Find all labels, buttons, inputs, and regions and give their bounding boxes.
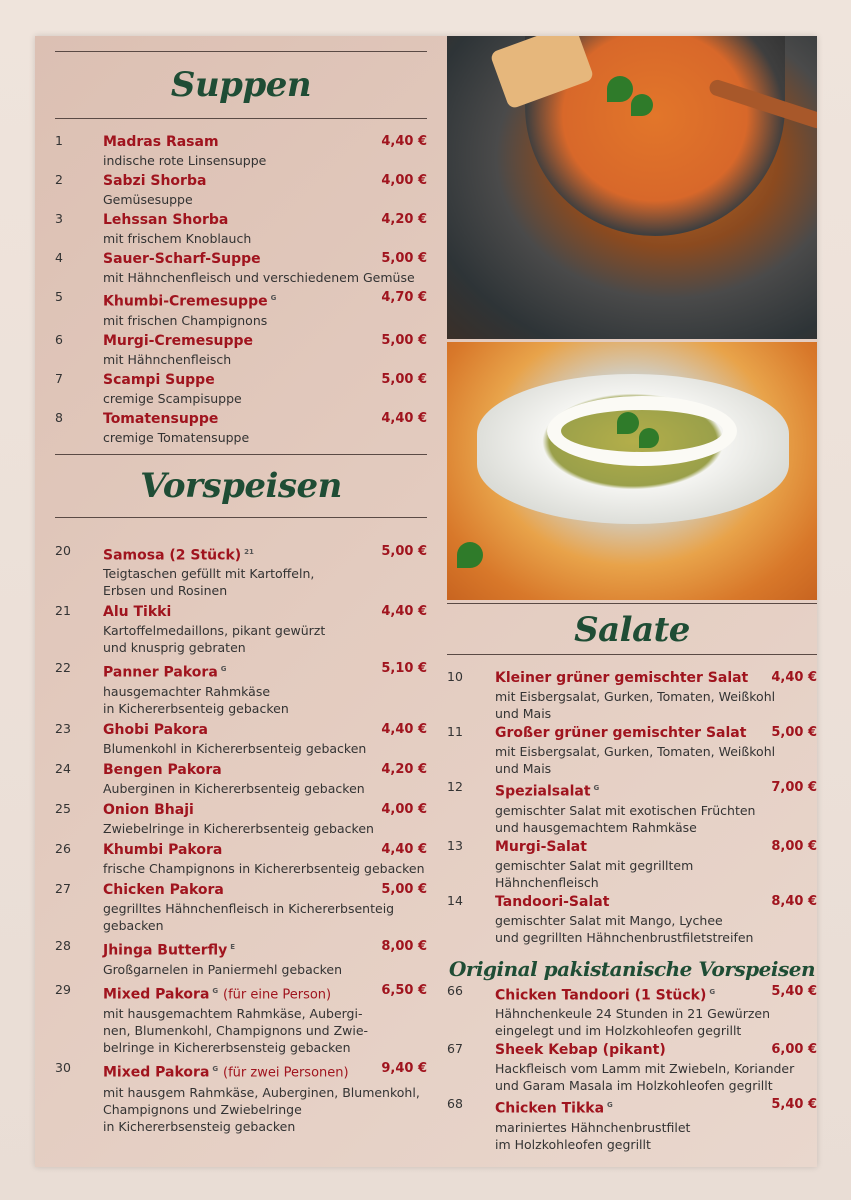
item-price: 8,40 € [771, 893, 817, 909]
item-price: 5,00 € [381, 251, 427, 266]
allergen-note: G [212, 1065, 219, 1074]
section-title-pakistani: Original pakistanische Vorspeisen [448, 956, 815, 981]
item-price: 4,40 € [381, 841, 427, 857]
item-description: cremige Tomatensuppe [103, 429, 250, 445]
menu-item [55, 981, 427, 1057]
menu-item [447, 982, 817, 1040]
item-price: 6,00 € [771, 1042, 817, 1058]
item-description: Auberginen in Kichererbsenteig gebacken [103, 780, 365, 796]
photo-curry [447, 342, 817, 600]
item-description: mit Eisbergsalat, Gurken, Tomaten, Weißkohl und Mais [495, 744, 776, 776]
item-number: 26 [55, 840, 71, 856]
item-name-line [103, 937, 427, 961]
item-price: 5,00 € [771, 725, 817, 740]
menu-item [55, 880, 427, 934]
menu-item [55, 720, 427, 757]
left-column [55, 36, 427, 1138]
item-name-line [103, 288, 427, 312]
item-name: Chicken Tandoori (1 Stück) [495, 987, 707, 1004]
suppen-list [55, 132, 427, 446]
item-name: Jhinga Butterfly [103, 942, 228, 959]
item-price: 8,00 € [771, 838, 817, 854]
item-name: Panner Pakora [103, 664, 218, 681]
item-number: 3 [55, 211, 63, 226]
menu-item [55, 542, 427, 600]
item-name: Madras Rasam [103, 134, 219, 150]
item-name: Kleiner grüner gemischter Salat [495, 670, 749, 686]
item-number: 5 [55, 289, 63, 304]
item-name-line [103, 1059, 427, 1084]
item-number: 23 [55, 720, 71, 736]
item-number: 28 [55, 937, 71, 953]
menu-item [55, 409, 427, 446]
item-price: 8,00 € [381, 938, 427, 954]
item-price: 4,00 € [381, 173, 427, 188]
item-name-line [103, 760, 427, 780]
item-number: 67 [447, 1041, 463, 1057]
item-number: 7 [55, 370, 63, 386]
coriander-leaf [607, 76, 633, 102]
item-name-line [103, 132, 427, 152]
item-description: gemischter Salat mit exotischen Früchten und hausgemachtem Rahmkäse [495, 802, 756, 835]
item-price: 4,20 € [381, 212, 427, 227]
item-price: 4,20 € [381, 761, 427, 777]
item-name: Khumbi-Cremesuppe [103, 293, 268, 310]
item-number: 4 [55, 250, 63, 265]
item-price: 7,00 € [771, 780, 817, 795]
parsley-leaf [639, 428, 659, 448]
item-name: Scampi Suppe [103, 371, 215, 388]
item-description: Gemüsesuppe [103, 192, 193, 207]
item-name: Murgi-Cremesuppe [103, 332, 254, 349]
item-number: 21 [55, 603, 71, 619]
item-price: 5,40 € [771, 1097, 817, 1113]
item-number: 14 [447, 892, 463, 908]
menu-item [55, 288, 427, 329]
item-name: Tandoori-Salat [495, 893, 610, 910]
allergen-note: E [230, 942, 236, 951]
item-name-line [495, 837, 817, 857]
menu-item [55, 602, 427, 656]
item-description: mit hausgemachtem Rahmkäse, Aubergi- nen, Blumenkohl, Champignons und Zwie- belringe in Kichererbsensteig gebacken [103, 1006, 369, 1056]
allergen-note: G [607, 1101, 613, 1110]
item-price: 4,40 € [381, 721, 427, 737]
item-price: 4,40 € [381, 410, 427, 426]
menu-item [55, 331, 427, 368]
item-name: Chicken Pakora [103, 881, 224, 898]
item-description: gemischter Salat mit Mango, Lychee und gegrillten Hähnchenbrustfiletstreifen [495, 912, 754, 945]
item-price: 4,40 € [381, 604, 427, 620]
item-name-line [103, 800, 427, 820]
item-number: 13 [447, 837, 463, 853]
divider [55, 517, 427, 518]
item-price: 5,00 € [381, 543, 427, 559]
item-description: frische Champignons in Kichererbsenteig gebacken [103, 860, 425, 876]
item-name: Bengen Pakora [103, 761, 222, 778]
item-number: 66 [447, 982, 463, 998]
allergen-note: G [220, 665, 227, 674]
section-title-suppen: Suppen [170, 65, 312, 105]
item-description: Hackfleisch vom Lamm mit Zwiebeln, Koriander und Garam Masala im Holzkohleofen gegrillt [495, 1061, 795, 1094]
item-name: Sabzi Shorba [103, 173, 207, 189]
item-name-line [103, 981, 427, 1006]
section-title-salate: Salate [574, 610, 690, 650]
item-name-line [495, 668, 817, 688]
item-name: Lehssan Shorba [103, 212, 229, 228]
item-number: 22 [55, 660, 71, 676]
parsley-leaf [457, 542, 483, 568]
menu-item [55, 659, 427, 717]
item-number: 27 [55, 880, 71, 896]
item-description: mit frischem Knoblauch [103, 231, 252, 246]
menu-item [55, 840, 427, 877]
item-name-line [495, 1095, 817, 1119]
item-description: cremige Scampisuppe [103, 390, 242, 406]
item-number: 12 [447, 779, 463, 794]
item-number: 1 [55, 133, 63, 148]
menu-page [35, 36, 817, 1167]
pakistani-list [447, 982, 817, 1153]
item-portion: (für eine Person) [223, 987, 332, 1003]
item-description: Blumenkohl in Kichererbsenteig gebacken [103, 740, 367, 756]
parsley-leaf [617, 412, 639, 434]
item-price: 5,40 € [771, 983, 817, 999]
item-description: mit Hähnchenfleisch [103, 351, 232, 367]
menu-item [55, 210, 427, 247]
item-name: Khumbi Pakora [103, 841, 223, 858]
item-name-line [103, 840, 427, 860]
menu-item [447, 668, 817, 722]
menu-item [447, 837, 817, 891]
item-name-line [103, 331, 427, 351]
divider [447, 654, 817, 655]
item-name-line [103, 659, 427, 683]
allergen-note: G [212, 986, 219, 995]
item-price: 6,50 € [381, 982, 427, 998]
item-description: Zwiebelringe in Kichererbsenteig gebacken [103, 820, 374, 836]
item-name-line [495, 1040, 817, 1060]
item-name: Murgi-Salat [495, 838, 587, 855]
item-name-line [103, 409, 427, 429]
allergen-note: 21 [244, 547, 254, 556]
item-description: gemischter Salat mit gegrilltem Hähnchenfleisch [495, 857, 694, 890]
allergen-note: G [270, 294, 277, 302]
item-name-line [495, 892, 817, 912]
item-description: indische rote Linsensuppe [103, 153, 267, 168]
item-number: 20 [55, 542, 71, 558]
item-description: Kartoffelmedaillons, pikant gewürzt und knusprig gebraten [103, 623, 326, 656]
item-price: 5,00 € [381, 881, 427, 897]
item-name: Mixed Pakora [103, 986, 210, 1003]
item-name-line [103, 171, 427, 191]
item-description: Teigtaschen gefüllt mit Kartoffeln, Erbsen und Rosinen [103, 566, 315, 599]
item-description: mit hausgem Rahmkäse, Auberginen, Blumenkohl, Champignons und Zwiebelringe in Kichererbsensteig gebacken [103, 1084, 420, 1134]
coriander-leaf [631, 94, 653, 116]
item-number: 10 [447, 669, 463, 684]
item-name: Chicken Tikka [495, 1100, 605, 1117]
menu-item [447, 892, 817, 946]
menu-item [55, 800, 427, 837]
item-price: 5,00 € [381, 332, 427, 348]
item-number: 68 [447, 1096, 463, 1112]
menu-item [447, 1095, 817, 1153]
photo-soup [447, 36, 817, 339]
salate-list [447, 668, 817, 946]
item-name: Onion Bhaji [103, 801, 194, 818]
item-number: 2 [55, 172, 63, 187]
menu-item [55, 132, 427, 169]
item-number: 6 [55, 331, 63, 347]
menu-item [55, 249, 427, 286]
item-description: mit Hähnchenfleisch und verschiedenem Gemüse [103, 270, 415, 285]
item-price: 4,00 € [381, 801, 427, 817]
item-description: mit frischen Champignons [103, 312, 268, 328]
allergen-note: G [709, 987, 716, 996]
item-number: 25 [55, 800, 71, 816]
item-name-line [103, 210, 427, 230]
vorspeisen-list [55, 542, 427, 1135]
item-name: Sauer-Scharf-Suppe [103, 251, 261, 267]
menu-item [55, 760, 427, 797]
menu-item [447, 1040, 817, 1094]
item-number: 11 [447, 724, 463, 739]
item-price: 5,10 € [381, 661, 427, 677]
item-description: mariniertes Hähnchenbrustfilet im Holzkohleofen gegrillt [495, 1119, 691, 1152]
item-name: Ghobi Pakora [103, 721, 209, 738]
item-price: 4,70 € [381, 290, 427, 305]
item-name: Großer grüner gemischter Salat [495, 725, 747, 741]
item-name-line [103, 880, 427, 900]
menu-item [55, 937, 427, 978]
item-description: Großgarnelen in Paniermehl gebacken [103, 961, 343, 977]
item-name-line [103, 720, 427, 740]
allergen-note: G [593, 784, 600, 792]
item-price: 9,40 € [381, 1061, 427, 1077]
menu-item [55, 370, 427, 407]
right-column [447, 603, 817, 1154]
item-number: 30 [55, 1060, 71, 1076]
item-name: Samosa (2 Stück) [103, 547, 242, 564]
menu-item [55, 171, 427, 208]
item-name: Sheek Kebap (pikant) [495, 1042, 666, 1059]
item-name-line [495, 778, 817, 802]
item-number: 8 [55, 409, 63, 425]
item-price: 4,40 € [771, 670, 817, 685]
item-price: 4,40 € [381, 134, 427, 149]
menu-item [447, 778, 817, 836]
item-name-line [103, 249, 427, 269]
item-name-line [103, 542, 427, 566]
section-title-vorspeisen: Vorspeisen [140, 465, 342, 506]
item-number: 24 [55, 760, 71, 776]
item-name: Alu Tikki [103, 604, 172, 621]
item-name: Tomatensuppe [103, 410, 219, 427]
divider [55, 118, 427, 119]
item-name-line [103, 370, 427, 390]
item-description: gegrilltes Hähnchenfleisch in Kichererbsenteig gebacken [103, 900, 395, 933]
item-name-line [495, 982, 817, 1006]
item-name: Mixed Pakora [103, 1064, 210, 1081]
item-number: 29 [55, 981, 71, 997]
item-name-line [495, 723, 817, 743]
item-description: hausgemachter Rahmkäse in Kichererbsenteig gebacken [103, 683, 289, 716]
item-name: Spezialsalat [495, 783, 591, 800]
item-portion: (für zwei Personen) [223, 1065, 349, 1081]
item-description: mit Eisbergsalat, Gurken, Tomaten, Weißkohl und Mais [495, 689, 776, 721]
item-price: 5,00 € [381, 371, 427, 387]
menu-item [447, 723, 817, 777]
menu-item [55, 1059, 427, 1135]
item-description: Hähnchenkeule 24 Stunden in 21 Gewürzen eingelegt und im Holzkohleofen gegrillt [495, 1006, 771, 1039]
item-name-line [103, 602, 427, 622]
